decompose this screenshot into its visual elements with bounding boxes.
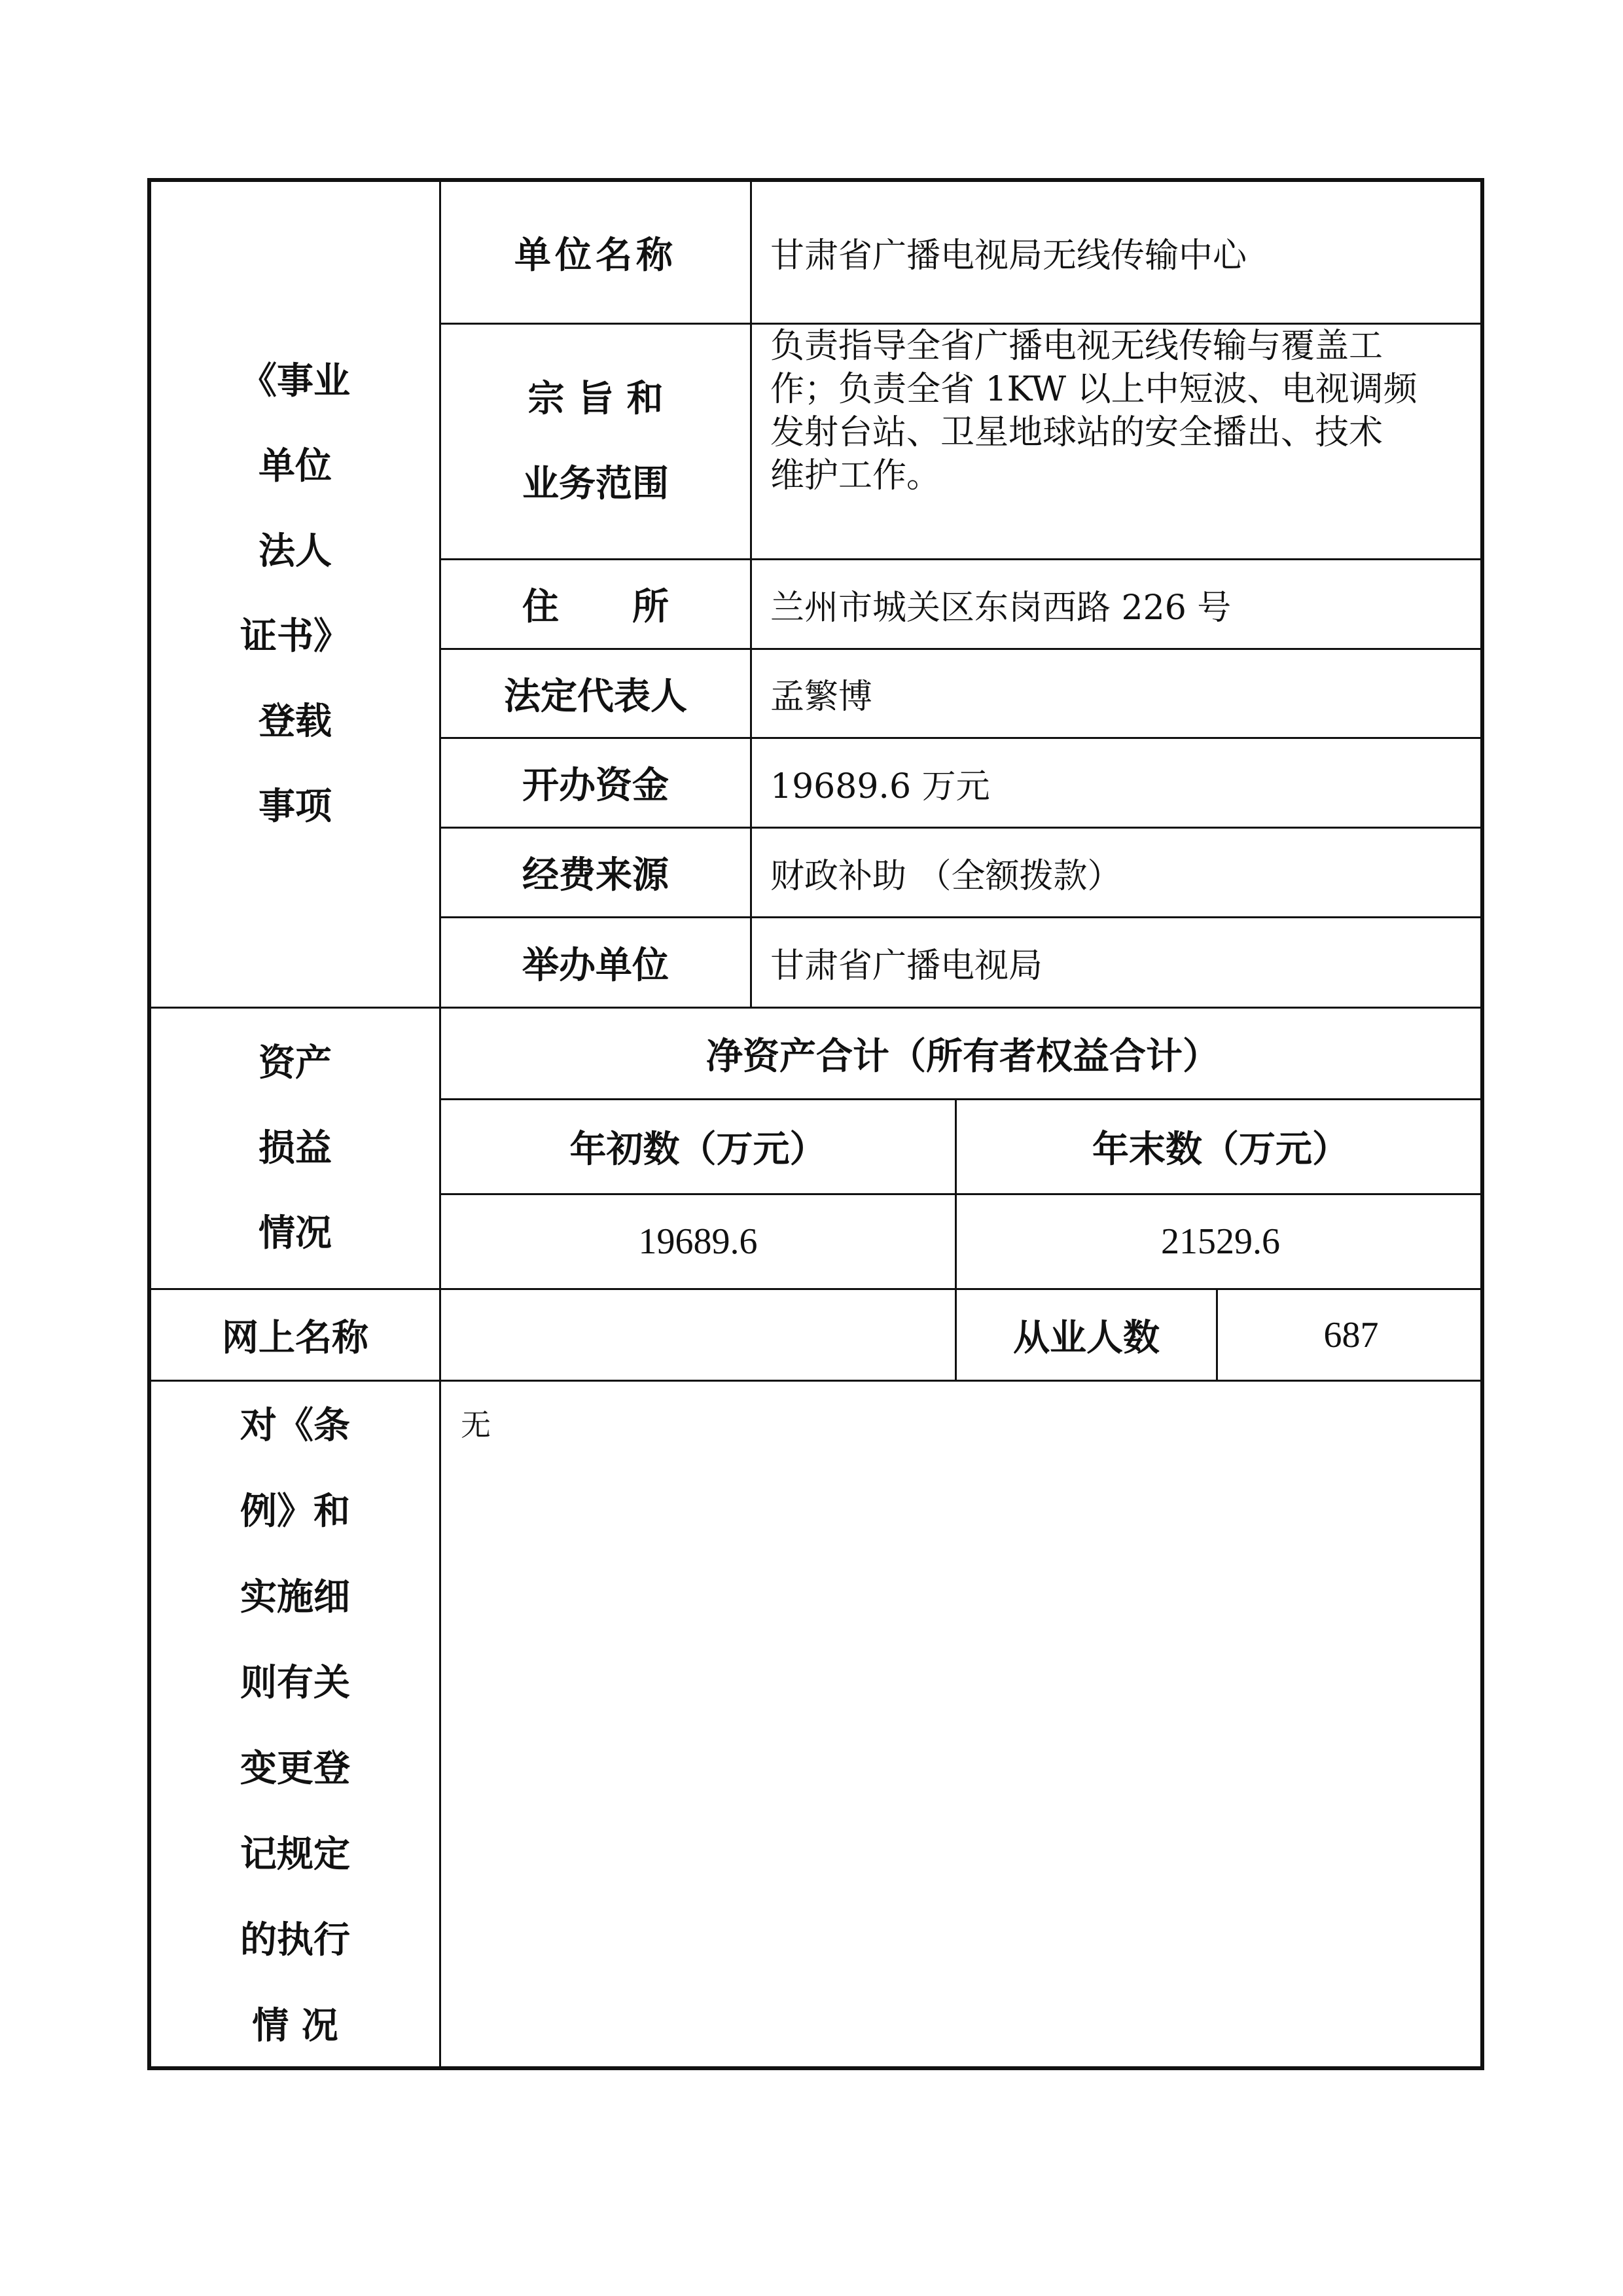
sponsor-value: 甘肃省广播电视局 bbox=[770, 946, 1043, 986]
funding-source-label: 经费来源 bbox=[522, 854, 669, 897]
label-line: 业务范围 bbox=[522, 462, 669, 505]
label-line: 法人 bbox=[259, 530, 332, 573]
start-of-year-header: 年初数（万元） bbox=[569, 1128, 827, 1171]
purpose-scope-value bbox=[752, 325, 1484, 558]
label-line: 登载 bbox=[259, 700, 332, 743]
online-name-label: 网上名称 bbox=[222, 1316, 368, 1359]
address-label: 住 所 bbox=[522, 586, 669, 628]
legal-representative-value: 孟繁博 bbox=[770, 677, 873, 717]
funds-label: 开办资金 bbox=[522, 764, 669, 807]
unit-name-label: 单位名称 bbox=[514, 234, 677, 277]
registration-table bbox=[147, 178, 1484, 2070]
label-line: 宗 旨 和 bbox=[527, 377, 664, 420]
staff-count-label: 从业人数 bbox=[1013, 1316, 1160, 1359]
label-line: 变更登 bbox=[240, 1748, 350, 1790]
label-line: 的执行 bbox=[240, 1919, 350, 1962]
legal-representative-label: 法定代表人 bbox=[504, 675, 687, 718]
start-of-year-value: 19689.6 bbox=[638, 1221, 758, 1262]
assets-section-label bbox=[151, 1009, 439, 1288]
regulation-section-value: 无 bbox=[461, 1407, 491, 1443]
regulation-section-label bbox=[151, 1382, 439, 2070]
value-line: 发射台站、卫星地球站的安全播出、技术 bbox=[770, 413, 1383, 452]
value-line: 作；负责全省 1KW 以上中短波、电视调频 bbox=[770, 370, 1418, 409]
online-name-value bbox=[441, 1290, 955, 1380]
label-line: 《事业 bbox=[240, 360, 350, 403]
label-line: 单位 bbox=[259, 445, 332, 488]
label-line: 实施细 bbox=[240, 1576, 350, 1619]
label-line: 情 况 bbox=[252, 2005, 338, 2047]
net-assets-header: 净资产合计（所有者权益合计） bbox=[706, 1035, 1219, 1078]
label-line: 损益 bbox=[259, 1126, 332, 1170]
label-line: 则有关 bbox=[240, 1662, 350, 1704]
sponsor-label: 举办单位 bbox=[522, 944, 669, 987]
label-line: 资产 bbox=[259, 1041, 332, 1085]
purpose-scope-label bbox=[441, 325, 750, 558]
value-line: 负责指导全省广播电视无线传输与覆盖工 bbox=[770, 327, 1383, 366]
unit-name-value: 甘肃省广播电视局无线传输中心 bbox=[770, 236, 1247, 276]
label-line: 证书》 bbox=[240, 615, 350, 658]
label-line: 记规定 bbox=[240, 1833, 350, 1876]
funds-value: 19689.6 万元 bbox=[770, 766, 990, 806]
label-line: 例》和 bbox=[240, 1490, 350, 1533]
address-value: 兰州市城关区东岗西路 226 号 bbox=[770, 588, 1232, 628]
value-line: 维护工作。 bbox=[770, 456, 941, 495]
label-line: 情况 bbox=[259, 1211, 332, 1255]
label-line: 事项 bbox=[259, 785, 332, 828]
staff-count-value: 687 bbox=[1323, 1314, 1379, 1355]
certificate-section-label bbox=[151, 182, 439, 1007]
end-of-year-header: 年末数（万元） bbox=[1092, 1128, 1349, 1171]
end-of-year-value: 21529.6 bbox=[1161, 1221, 1280, 1262]
label-line: 对《条 bbox=[240, 1405, 350, 1447]
funding-source-value: 财政补助 （全额拨款） bbox=[770, 856, 1122, 896]
